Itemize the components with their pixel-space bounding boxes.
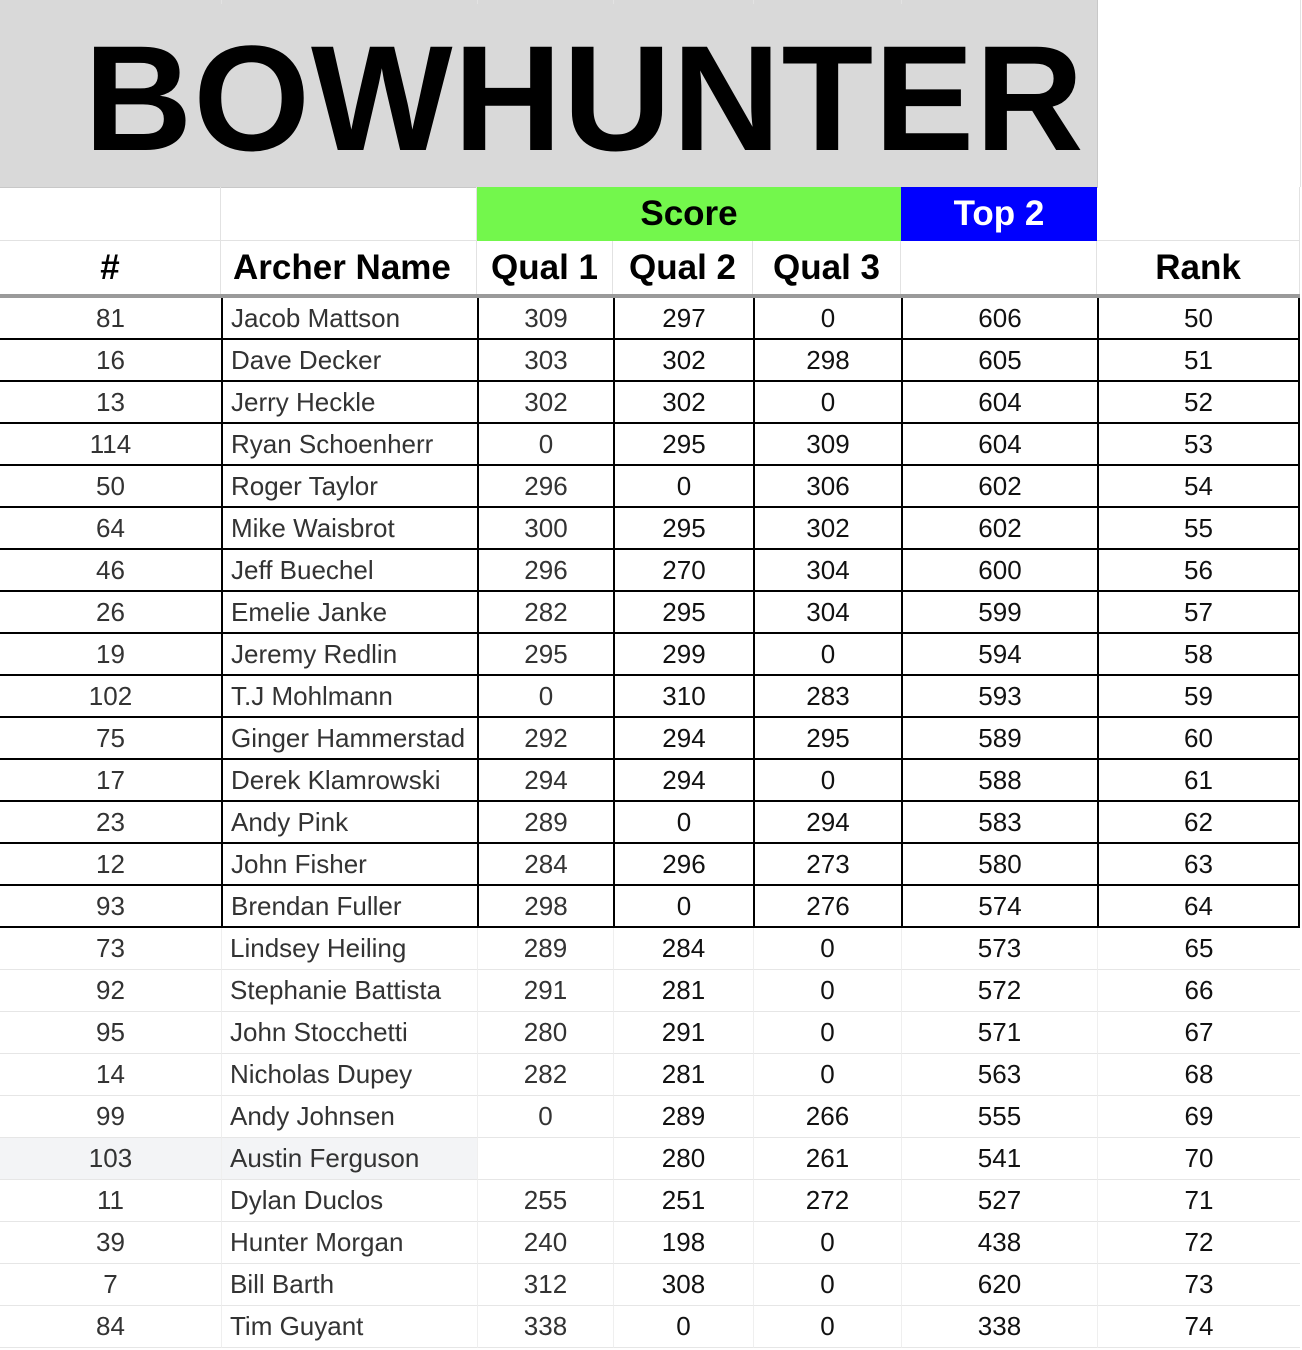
cell-top-2[interactable]: 338	[901, 1306, 1097, 1348]
cell-archer-name[interactable]: Jeff Buechel	[221, 550, 477, 592]
cell-number[interactable]: 93	[0, 886, 221, 928]
cell-qual-1[interactable]: 298	[477, 886, 613, 928]
column-header-qual-1[interactable]: Qual 1	[477, 241, 613, 295]
cell-archer-name[interactable]: Jeremy Redlin	[221, 634, 477, 676]
cell-top-2[interactable]: 574	[901, 886, 1097, 928]
table-row	[0, 1096, 1302, 1138]
cell-qual-1[interactable]: 289	[477, 802, 613, 844]
cell-qual-2[interactable]: 0	[613, 886, 753, 928]
cell-number[interactable]: 23	[0, 802, 221, 844]
cell-number[interactable]: 114	[0, 424, 221, 466]
cell-top-2[interactable]: 555	[901, 1096, 1097, 1138]
cell-rank[interactable]: 67	[1097, 1012, 1300, 1054]
table-row	[0, 508, 1302, 550]
table-row	[0, 340, 1302, 382]
cell-rank[interactable]: 62	[1097, 802, 1300, 844]
cell-qual-2[interactable]: 284	[613, 928, 753, 970]
table-row	[0, 1138, 1302, 1180]
cell-qual-3[interactable]: 283	[753, 676, 901, 718]
cell-qual-1[interactable]: 0	[477, 1096, 613, 1138]
table-row	[0, 298, 1302, 340]
grid-line	[477, 0, 478, 4]
cell-top-2[interactable]: 602	[901, 508, 1097, 550]
column-header-number[interactable]: #	[0, 241, 221, 295]
column-header-archer-name[interactable]: Archer Name	[221, 241, 477, 295]
cell-rank[interactable]: 63	[1097, 844, 1300, 886]
cell-qual-1[interactable]: 280	[477, 1012, 613, 1054]
cell-number[interactable]: 12	[0, 844, 221, 886]
cell-rank[interactable]: 51	[1097, 340, 1300, 382]
cell-number[interactable]: 39	[0, 1222, 221, 1264]
cell-rank[interactable]: 69	[1097, 1096, 1300, 1138]
grid-line	[613, 0, 614, 4]
cell-top-2[interactable]: 580	[901, 844, 1097, 886]
results-table	[0, 298, 1302, 1348]
table-row	[0, 886, 1302, 928]
column-header-qual-3[interactable]: Qual 3	[753, 241, 901, 295]
cell-number[interactable]: 84	[0, 1306, 221, 1348]
cell-archer-name[interactable]: Bill Barth	[221, 1264, 477, 1306]
cell-qual-2[interactable]: 281	[613, 1054, 753, 1096]
cell-archer-name[interactable]: Emelie Janke	[221, 592, 477, 634]
cell-qual-3[interactable]: 306	[753, 466, 901, 508]
cell-qual-1[interactable]: 295	[477, 634, 613, 676]
cell-number[interactable]: 92	[0, 970, 221, 1012]
cell-top-2[interactable]: 527	[901, 1180, 1097, 1222]
cell-qual-2[interactable]: 295	[613, 592, 753, 634]
table-row	[0, 676, 1302, 718]
header-blank-cell[interactable]	[0, 187, 221, 241]
cell-number[interactable]: 13	[0, 382, 221, 424]
cell-rank[interactable]: 73	[1097, 1264, 1300, 1306]
table-row	[0, 1222, 1302, 1264]
table-row	[0, 550, 1302, 592]
cell-rank[interactable]: 61	[1097, 760, 1300, 802]
cell-top-2[interactable]: 563	[901, 1054, 1097, 1096]
cell-rank[interactable]: 68	[1097, 1054, 1300, 1096]
cell-qual-1[interactable]: 282	[477, 592, 613, 634]
table-row	[0, 928, 1302, 970]
cell-number[interactable]: 73	[0, 928, 221, 970]
cell-archer-name[interactable]: Hunter Morgan	[221, 1222, 477, 1264]
cell-archer-name[interactable]: Mike Waisbrot	[221, 508, 477, 550]
cell-number[interactable]: 99	[0, 1096, 221, 1138]
table-row	[0, 844, 1302, 886]
cell-qual-1[interactable]: 300	[477, 508, 613, 550]
cell-archer-name[interactable]: Jacob Mattson	[221, 298, 477, 340]
cell-archer-name[interactable]: Derek Klamrowski	[221, 760, 477, 802]
cell-qual-1[interactable]: 302	[477, 382, 613, 424]
cell-top-2[interactable]: 602	[901, 466, 1097, 508]
cell-top-2[interactable]: 583	[901, 802, 1097, 844]
cell-qual-3[interactable]: 294	[753, 802, 901, 844]
cell-number[interactable]: 7	[0, 1264, 221, 1306]
cell-archer-name[interactable]: Andy Johnsen	[221, 1096, 477, 1138]
cell-qual-2[interactable]: 198	[613, 1222, 753, 1264]
cell-number[interactable]: 16	[0, 340, 221, 382]
cell-qual-2[interactable]: 291	[613, 1012, 753, 1054]
table-row	[0, 1306, 1302, 1348]
cell-rank[interactable]: 54	[1097, 466, 1300, 508]
cell-qual-1[interactable]: 240	[477, 1222, 613, 1264]
cell-qual-2[interactable]: 281	[613, 970, 753, 1012]
cell-top-2[interactable]: 606	[901, 298, 1097, 340]
cell-qual-3[interactable]: 261	[753, 1138, 901, 1180]
top2-group-header[interactable]: Top 2	[901, 187, 1097, 241]
column-header-qual-2[interactable]: Qual 2	[613, 241, 753, 295]
cell-top-2[interactable]: 589	[901, 718, 1097, 760]
cell-qual-2[interactable]: 295	[613, 508, 753, 550]
cell-archer-name[interactable]: Austin Ferguson	[221, 1138, 477, 1180]
cell-archer-name[interactable]: Jerry Heckle	[221, 382, 477, 424]
cell-qual-2[interactable]: 0	[613, 1306, 753, 1348]
cell-qual-1[interactable]: 282	[477, 1054, 613, 1096]
cell-number[interactable]: 14	[0, 1054, 221, 1096]
table-row	[0, 802, 1302, 844]
cell-rank[interactable]: 72	[1097, 1222, 1300, 1264]
cell-qual-3[interactable]: 302	[753, 508, 901, 550]
cell-qual-1[interactable]: 312	[477, 1264, 613, 1306]
cell-number[interactable]: 103	[0, 1138, 221, 1180]
cell-number[interactable]: 17	[0, 760, 221, 802]
cell-top-2[interactable]: 620	[901, 1264, 1097, 1306]
cell-rank[interactable]: 66	[1097, 970, 1300, 1012]
cell-qual-3[interactable]: 0	[753, 1012, 901, 1054]
table-row	[0, 424, 1302, 466]
cell-qual-1[interactable]: 0	[477, 676, 613, 718]
table-row	[0, 970, 1302, 1012]
cell-qual-2[interactable]: 299	[613, 634, 753, 676]
table-row	[0, 718, 1302, 760]
cell-top-2[interactable]: 438	[901, 1222, 1097, 1264]
cell-top-2[interactable]: 588	[901, 760, 1097, 802]
cell-qual-3[interactable]: 0	[753, 634, 901, 676]
cell-top-2[interactable]: 571	[901, 1012, 1097, 1054]
cell-archer-name[interactable]: Brendan Fuller	[221, 886, 477, 928]
title-band	[0, 0, 1098, 188]
cell-archer-name[interactable]: John Stocchetti	[221, 1012, 477, 1054]
grid-line	[901, 0, 902, 4]
cell-rank[interactable]: 57	[1097, 592, 1300, 634]
cell-number[interactable]: 19	[0, 634, 221, 676]
cell-qual-3[interactable]: 0	[753, 1054, 901, 1096]
cell-qual-3[interactable]: 273	[753, 844, 901, 886]
cell-rank[interactable]: 65	[1097, 928, 1300, 970]
cell-qual-3[interactable]: 309	[753, 424, 901, 466]
cell-archer-name[interactable]: Tim Guyant	[221, 1306, 477, 1348]
cell-qual-2[interactable]: 270	[613, 550, 753, 592]
cell-qual-2[interactable]: 310	[613, 676, 753, 718]
cell-rank[interactable]: 74	[1097, 1306, 1300, 1348]
cell-qual-2[interactable]: 0	[613, 802, 753, 844]
cell-qual-3[interactable]: 0	[753, 1264, 901, 1306]
cell-archer-name[interactable]: T.J Mohlmann	[221, 676, 477, 718]
cell-qual-1[interactable]: 296	[477, 466, 613, 508]
table-row	[0, 382, 1302, 424]
table-row	[0, 1054, 1302, 1096]
cell-rank[interactable]: 50	[1097, 298, 1300, 340]
cell-qual-2[interactable]: 308	[613, 1264, 753, 1306]
cell-top-2[interactable]: 573	[901, 928, 1097, 970]
cell-qual-3[interactable]: 295	[753, 718, 901, 760]
cell-rank[interactable]: 59	[1097, 676, 1300, 718]
cell-rank[interactable]: 71	[1097, 1180, 1300, 1222]
cell-qual-2[interactable]: 296	[613, 844, 753, 886]
cell-number[interactable]: 81	[0, 298, 221, 340]
cell-top-2[interactable]: 599	[901, 592, 1097, 634]
table-row	[0, 760, 1302, 802]
cell-qual-3[interactable]: 0	[753, 1222, 901, 1264]
cell-archer-name[interactable]: Lindsey Heiling	[221, 928, 477, 970]
cell-qual-2[interactable]: 251	[613, 1180, 753, 1222]
cell-number[interactable]: 46	[0, 550, 221, 592]
cell-qual-1[interactable]: 294	[477, 760, 613, 802]
cell-archer-name[interactable]: Andy Pink	[221, 802, 477, 844]
cell-qual-1[interactable]	[477, 1138, 613, 1180]
cell-archer-name[interactable]: Ryan Schoenherr	[221, 424, 477, 466]
cell-number[interactable]: 64	[0, 508, 221, 550]
grid-line	[1300, 0, 1301, 187]
cell-qual-1[interactable]: 296	[477, 550, 613, 592]
cell-qual-1[interactable]: 291	[477, 970, 613, 1012]
header-blank-cell[interactable]	[1097, 187, 1300, 241]
cell-qual-3[interactable]: 266	[753, 1096, 901, 1138]
cell-archer-name[interactable]: Stephanie Battista	[221, 970, 477, 1012]
cell-qual-1[interactable]: 0	[477, 424, 613, 466]
cell-qual-2[interactable]: 289	[613, 1096, 753, 1138]
cell-qual-3[interactable]: 0	[753, 760, 901, 802]
cell-top-2[interactable]: 572	[901, 970, 1097, 1012]
table-row	[0, 634, 1302, 676]
cell-qual-3[interactable]: 0	[753, 970, 901, 1012]
cell-qual-2[interactable]: 302	[613, 382, 753, 424]
cell-rank[interactable]: 70	[1097, 1138, 1300, 1180]
cell-archer-name[interactable]: Dylan Duclos	[221, 1180, 477, 1222]
cell-top-2[interactable]: 541	[901, 1138, 1097, 1180]
cell-qual-2[interactable]: 0	[613, 466, 753, 508]
cell-qual-1[interactable]: 292	[477, 718, 613, 760]
cell-number[interactable]: 102	[0, 676, 221, 718]
cell-number[interactable]: 11	[0, 1180, 221, 1222]
cell-archer-name[interactable]: Dave Decker	[221, 340, 477, 382]
cell-qual-3[interactable]: 304	[753, 550, 901, 592]
cell-qual-3[interactable]: 0	[753, 1306, 901, 1348]
cell-rank[interactable]: 60	[1097, 718, 1300, 760]
cell-rank[interactable]: 52	[1097, 382, 1300, 424]
cell-qual-1[interactable]: 309	[477, 298, 613, 340]
cell-number[interactable]: 75	[0, 718, 221, 760]
cell-qual-3[interactable]: 0	[753, 382, 901, 424]
header-blank-cell[interactable]	[221, 187, 477, 241]
cell-qual-3[interactable]: 272	[753, 1180, 901, 1222]
cell-qual-3[interactable]: 298	[753, 340, 901, 382]
cell-number[interactable]: 26	[0, 592, 221, 634]
cell-qual-1[interactable]: 338	[477, 1306, 613, 1348]
table-row	[0, 1264, 1302, 1306]
cell-top-2[interactable]: 600	[901, 550, 1097, 592]
cell-qual-1[interactable]: 255	[477, 1180, 613, 1222]
cell-qual-1[interactable]: 289	[477, 928, 613, 970]
cell-qual-2[interactable]: 302	[613, 340, 753, 382]
cell-archer-name[interactable]: Nicholas Dupey	[221, 1054, 477, 1096]
cell-qual-3[interactable]: 0	[753, 298, 901, 340]
table-row	[0, 466, 1302, 508]
cell-rank[interactable]: 53	[1097, 424, 1300, 466]
cell-archer-name[interactable]: Roger Taylor	[221, 466, 477, 508]
column-header-rank[interactable]: Rank	[1097, 241, 1300, 295]
sheet-title: BOWHUNTER	[84, 14, 1085, 182]
cell-rank[interactable]: 55	[1097, 508, 1300, 550]
cell-top-2[interactable]: 605	[901, 340, 1097, 382]
cell-number[interactable]: 50	[0, 466, 221, 508]
cell-top-2[interactable]: 604	[901, 424, 1097, 466]
cell-archer-name[interactable]: Ginger Hammerstad	[221, 718, 477, 760]
cell-number[interactable]: 95	[0, 1012, 221, 1054]
grid-line	[221, 0, 222, 4]
cell-rank[interactable]: 56	[1097, 550, 1300, 592]
cell-qual-3[interactable]: 0	[753, 928, 901, 970]
cell-qual-1[interactable]: 303	[477, 340, 613, 382]
grid-line	[753, 0, 754, 4]
cell-qual-1[interactable]: 284	[477, 844, 613, 886]
column-header-top-2[interactable]	[901, 241, 1097, 295]
cell-top-2[interactable]: 594	[901, 634, 1097, 676]
cell-rank[interactable]: 58	[1097, 634, 1300, 676]
cell-qual-2[interactable]: 280	[613, 1138, 753, 1180]
cell-top-2[interactable]: 604	[901, 382, 1097, 424]
table-row	[0, 1012, 1302, 1054]
cell-rank[interactable]: 64	[1097, 886, 1300, 928]
cell-qual-2[interactable]: 294	[613, 718, 753, 760]
cell-top-2[interactable]: 593	[901, 676, 1097, 718]
cell-qual-2[interactable]: 295	[613, 424, 753, 466]
table-row	[0, 592, 1302, 634]
table-row	[0, 1180, 1302, 1222]
cell-archer-name[interactable]: John Fisher	[221, 844, 477, 886]
cell-qual-3[interactable]: 304	[753, 592, 901, 634]
cell-qual-2[interactable]: 297	[613, 298, 753, 340]
cell-qual-3[interactable]: 276	[753, 886, 901, 928]
cell-qual-2[interactable]: 294	[613, 760, 753, 802]
score-group-header[interactable]: Score	[477, 187, 901, 241]
